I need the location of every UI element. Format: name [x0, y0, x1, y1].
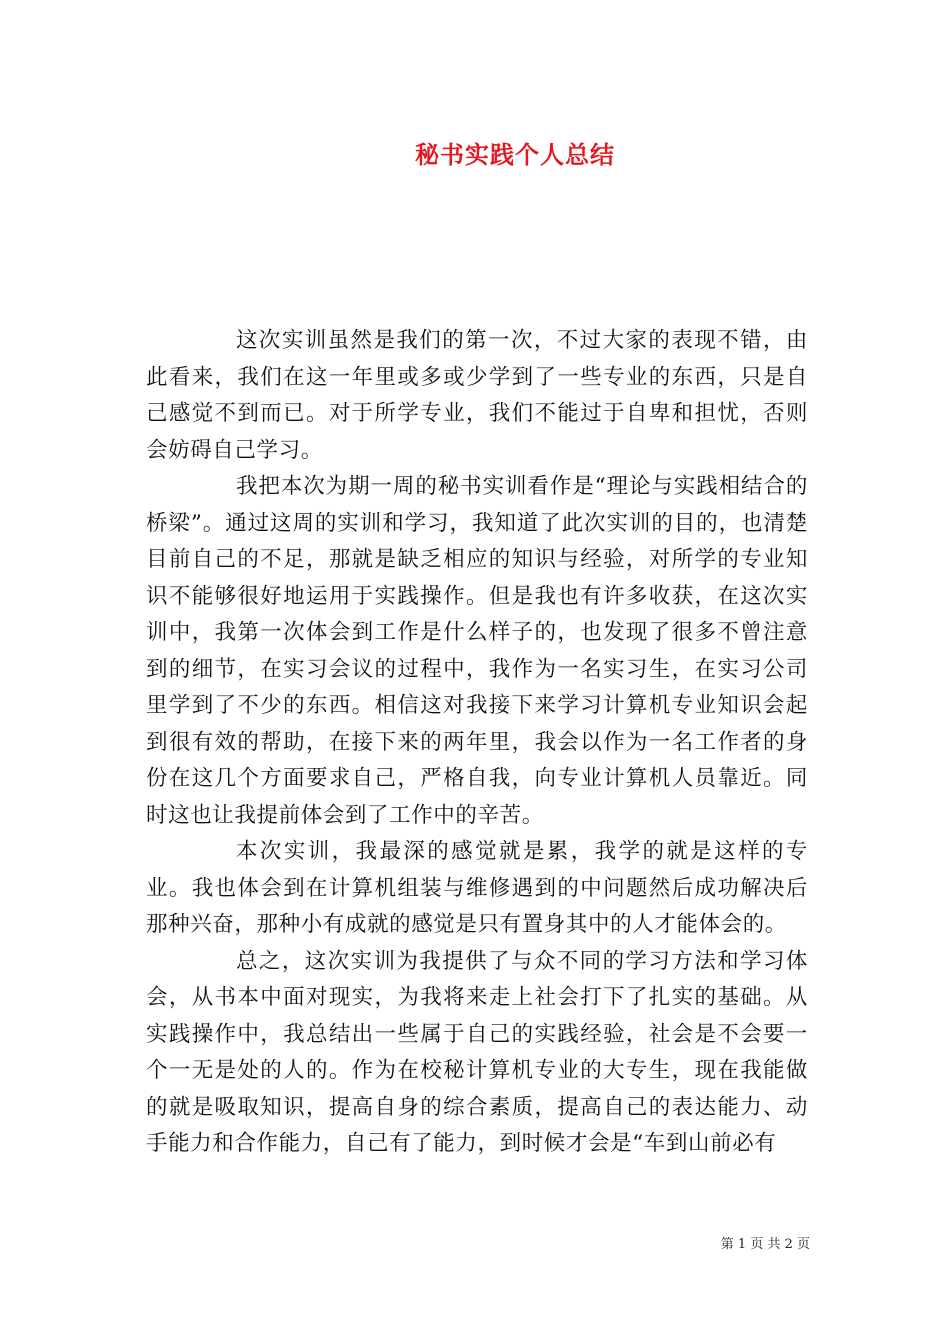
paragraph-3: 本次实训，我最深的感觉就是累，我学的就是这样的专业。我也体会到在计算机组装与维修遇到的中问题然后成功解决后那种兴奋，那种小有成就的感觉是只有置身其中的人才能体会的。 — [146, 839, 808, 937]
document-body — [146, 323, 808, 1163]
paragraph-4: 总之，这次实训为我提供了与众不同的学习方法和学习体会，从书本中面对现实，为我将来走上社会打下了扎实的基础。从实践操作中，我总结出一些属于自己的实践经验，社会是不会要一个一无是处的人的。作为在校秘计算机专业的大专生，现在我能做的就是吸取知识，提高自身的综合素质，提高自己的表达能力、动手能力和合作能力，自己有了能力，到时候才会是“车到山前必有 — [146, 948, 808, 1156]
document-title: 秘书实践个人总结 — [415, 140, 615, 169]
paragraph-1: 这次实训虽然是我们的第一次，不过大家的表现不错，由此看来，我们在这一年里或多或少学到了一些专业的东西，只是自己感觉不到而已。对于所学专业，我们不能过于自卑和担忧，否则会妨碍自己学习。 — [146, 328, 808, 463]
paragraph-2: 我把本次为期一周的秘书实训看作是“理论与实践相结合的桥梁”。通过这周的实训和学习，我知道了此次实训的目的，也清楚目前自己的不足，那就是缺乏相应的知识与经验，对所学的专业知识不能够很好地运用于实践操作。但是我也有许多收获，在这次实训中，我第一次体会到工作是什么样子的，也发现了很多不曾注意到的细节，在实习会议的过程中，我作为一名实习生，在实习公司里学到了不少的东西。相信这对我接下来学习计算机专业知识会起到很有效的帮助，在接下来的两年里，我会以作为一名工作者的身份在这几个方面要求自己，严格自我，向专业计算机人员靠近。同时这也让我提前体会到了工作中的辛苦。 — [146, 474, 808, 828]
page-number-footer: 第 1 页 共 2 页 — [720, 1237, 810, 1252]
